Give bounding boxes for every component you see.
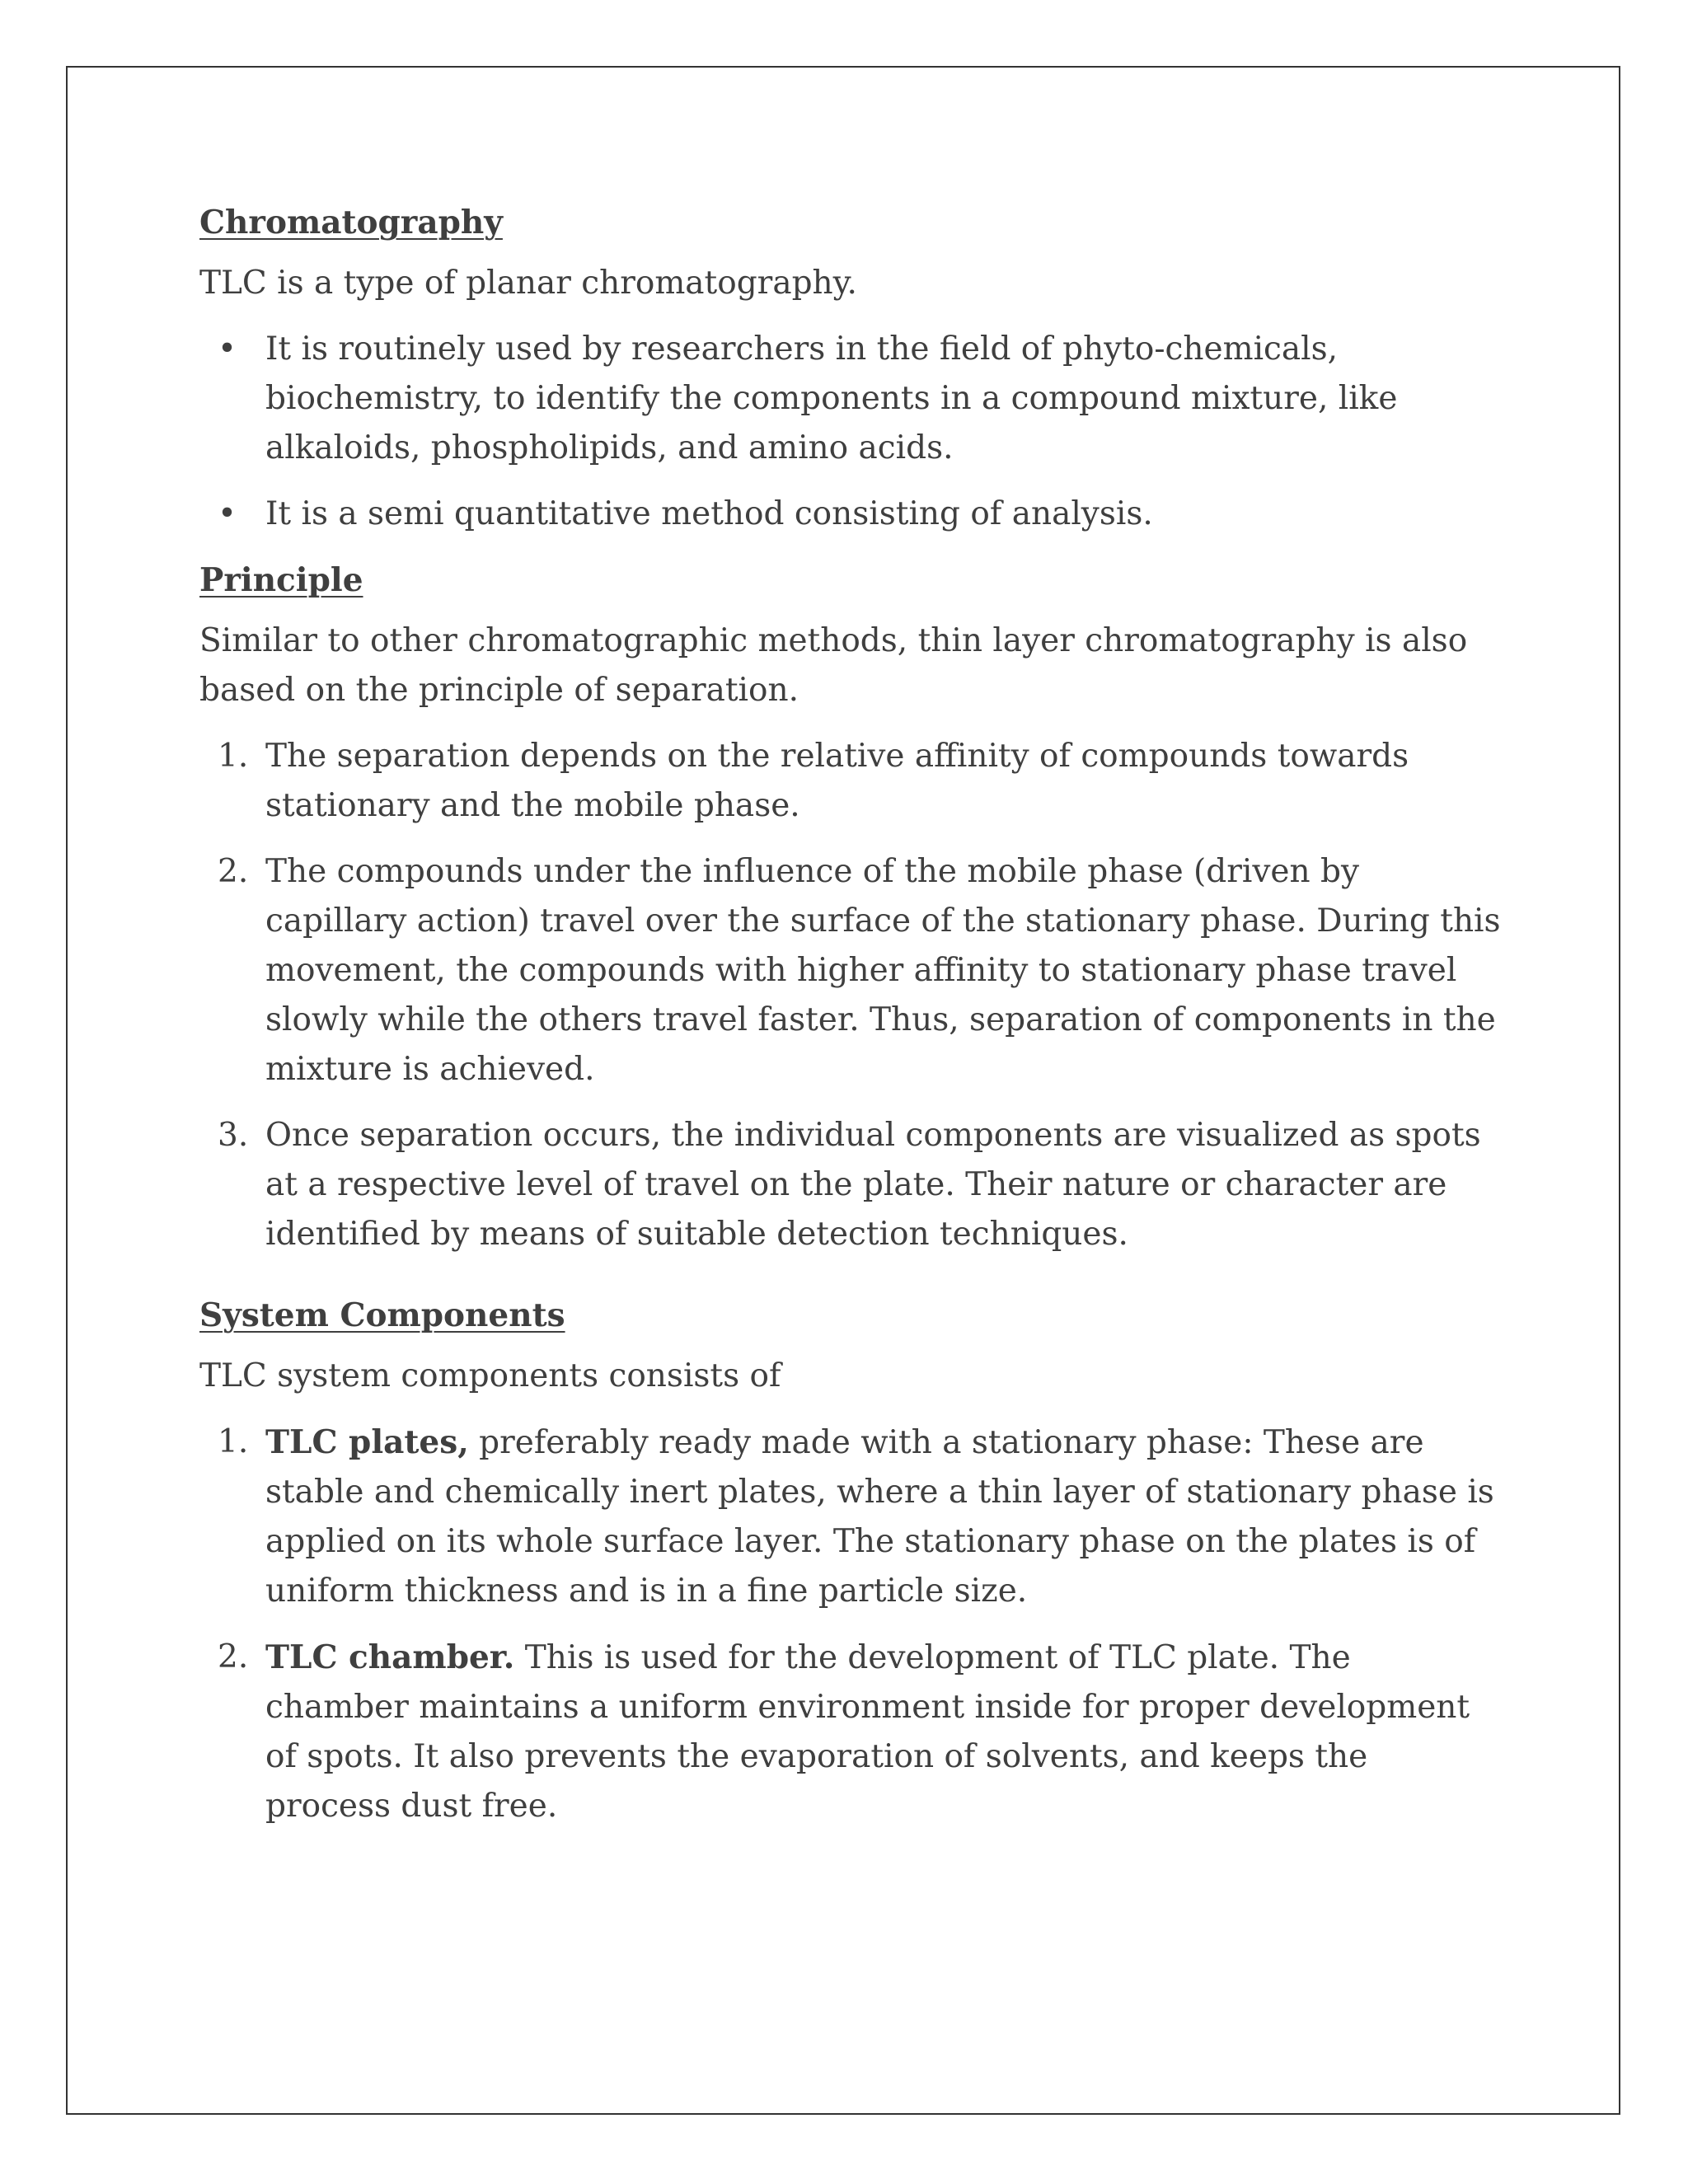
list-item bbox=[199, 325, 1502, 473]
number-marker: 3. bbox=[218, 1117, 249, 1154]
list-item bbox=[199, 732, 1502, 831]
document-body bbox=[199, 198, 1502, 1848]
principle-intro: Similar to other chromatographic methods, thin layer chromatography is also based on the principle of separation. bbox=[199, 622, 1468, 709]
list-item-text: The compounds under the influence of the mobile phase (driven by capillary action) travel over the surface of the stationary phase. During this movement, the compounds with higher affinity to stationary phase travel slowly while the others travel faster. Thus, separation of components in the mixture is achieved. bbox=[265, 853, 1501, 1088]
list-item bbox=[199, 1111, 1502, 1259]
bullet-marker: • bbox=[218, 330, 237, 368]
chromatography-intro: TLC is a type of planar chromatography. bbox=[199, 265, 857, 302]
number-marker: 1. bbox=[218, 738, 249, 775]
list-item-text: It is routinely used by researchers in the field of phyto-chemicals, biochemistry, to identify the components in a compound mixture, like alkaloids, phospholipids, and amino acids. bbox=[265, 330, 1398, 466]
list-item-text: It is a semi quantitative method consisting of analysis. bbox=[265, 495, 1153, 532]
section-heading-system-components: System Components bbox=[199, 1296, 565, 1334]
section-heading-chromatography: Chromatography bbox=[199, 204, 503, 241]
number-marker: 2. bbox=[218, 1638, 249, 1675]
section-heading-principle: Principle bbox=[199, 561, 363, 599]
principle-numbered-list bbox=[199, 732, 1502, 1259]
list-item bbox=[199, 490, 1502, 539]
list-item-text: Once separation occurs, the individual components are visualized as spots at a respective level of travel on the plate. Their nature or character are identified by means of suitable detection techniques. bbox=[265, 1117, 1481, 1253]
number-marker: 2. bbox=[218, 853, 249, 890]
list-item bbox=[199, 847, 1502, 1094]
term-tlc-chamber: TLC chamber. bbox=[265, 1638, 515, 1676]
chromatography-bullet-list bbox=[199, 325, 1502, 539]
list-item bbox=[199, 1633, 1502, 1831]
system-components-numbered-list bbox=[199, 1418, 1502, 1831]
list-item bbox=[199, 1418, 1502, 1616]
list-item-text: The separation depends on the relative affinity of compounds towards stationary and the mobile phase. bbox=[265, 738, 1409, 824]
system-components-intro: TLC system components consists of bbox=[199, 1357, 781, 1394]
bullet-marker: • bbox=[218, 495, 237, 532]
list-item-text: This is used for the development of TLC plate. The chamber maintains a uniform environment inside for proper development of spots. It also prevents the evaporation of solvents, and keeps the process dust free. bbox=[265, 1639, 1470, 1825]
number-marker: 1. bbox=[218, 1423, 249, 1460]
list-item-text: preferably ready made with a stationary phase: These are stable and chemically inert plates, where a thin layer of stationary phase is applied on its whole surface layer. The stationary phase on the plates is of uniform thickness and is in a fine particle size. bbox=[265, 1424, 1494, 1610]
term-tlc-plates: TLC plates, bbox=[265, 1423, 469, 1461]
